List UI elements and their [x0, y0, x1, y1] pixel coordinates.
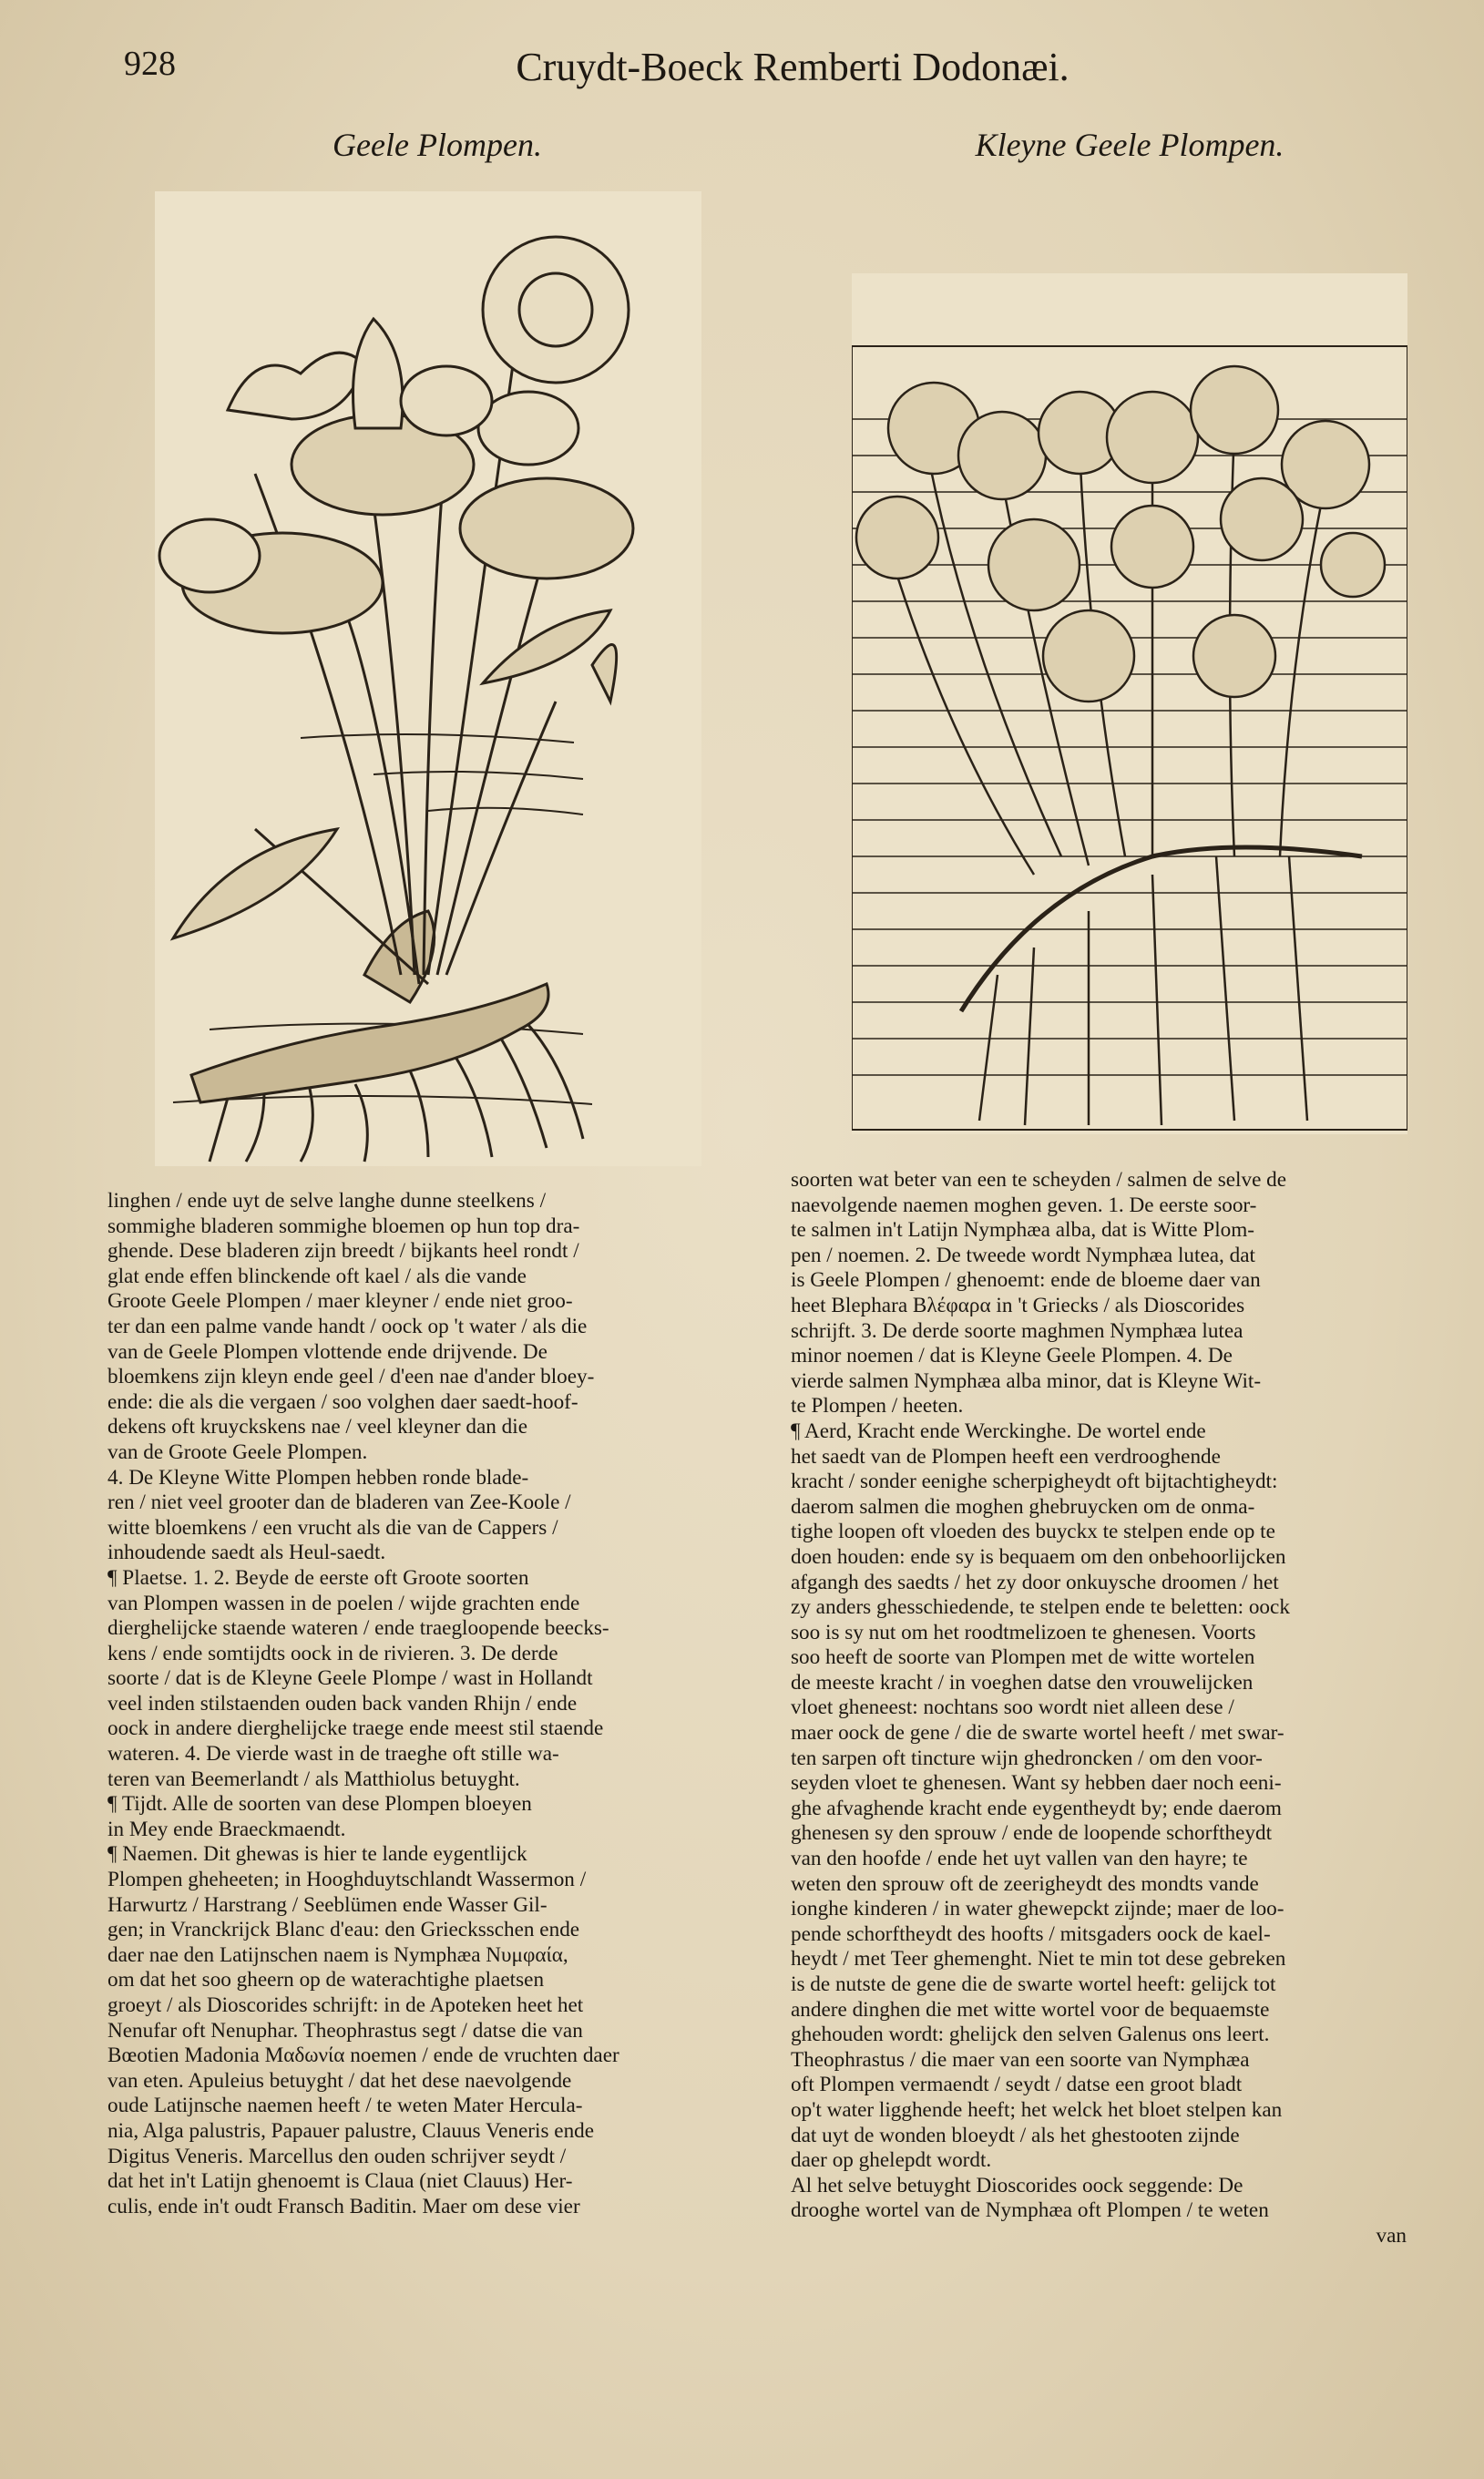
text-line: wateren. 4. De vierde wast in de traeghe oft stille wa-	[107, 1742, 559, 1767]
text-line: oock in andere dierghelijcke traege ende meest stil staende	[107, 1716, 604, 1741]
text-line: soo heeft de soorte van Plompen met de witte wortelen	[791, 1645, 1255, 1670]
text-line: tighe loopen oft vloeden des buyckx te stelpen ende op te	[791, 1520, 1275, 1544]
text-line: ¶ Naemen. Dit ghewas is hier te lande eygentlijck	[107, 1842, 527, 1867]
text-line: van de Groote Geele Plompen.	[107, 1439, 368, 1464]
text-line: vloet gheneest: nochtans soo wordt niet alleen dese /	[791, 1695, 1234, 1720]
text-line: gen; in Vranckrijck Blanc d'eau: den Griecksschen ende	[107, 1918, 580, 1942]
text-line: van den hoofde / ende het uyt vallen van den hayre; te	[791, 1847, 1248, 1871]
text-line: soorte / dat is de Kleyne Geele Plompe / wast in Hollandt	[107, 1666, 593, 1691]
text-line: te Plompen / heeten.	[791, 1394, 964, 1419]
text-line: van eten. Apuleius betuyght / dat het dese naevolgende	[107, 2068, 572, 2093]
text-line: daerom salmen die moghen ghebruycken om de onma-	[791, 1494, 1255, 1519]
text-line: op't water ligghende heeft; het welck het bloet stelpen kan	[791, 2097, 1283, 2122]
text-line: Plompen gheheeten; in Hooghduytschlandt Wassermon /	[107, 1868, 587, 1892]
text-line: om dat het soo gheern op de waterachtighe plaetsen	[107, 1968, 545, 1992]
text-line: kens / ende somtijdts oock in de rivieren. 3. De derde	[107, 1641, 558, 1665]
text-line: dat uyt de wonden bloeydt / als het ghestooten zijnde	[791, 2123, 1240, 2147]
text-line: teren van Beemerlandt / als Matthiolus betuyght.	[107, 1767, 520, 1791]
text-line: afgangh des saedts / het zy door onkuysche droomen / het	[791, 1570, 1279, 1594]
text-line: ren / niet veel grooter dan de bladeren van Zee-Koole /	[107, 1490, 571, 1515]
text-line: dekens oft kruyckskens nae / veel kleyner dan die	[107, 1415, 528, 1439]
text-line: culis, ende in't oudt Fransch Baditin. Maer om dese vier	[107, 2194, 580, 2218]
text-line: oude Latijnsche naemen heeft / te weten Mater Hercula-	[107, 2094, 583, 2118]
text-line: is Geele Plompen / ghenoemt: ende de bloeme daer van	[791, 1268, 1261, 1293]
woodcut-illustration-small-yellow-water-lily	[852, 273, 1407, 1134]
text-line: zy anders ghesschiedende, te stelpen ende te beletten: oock	[791, 1595, 1290, 1620]
text-line: veel inden stilstaenden ouden back vanden Rhijn / ende	[107, 1691, 578, 1716]
text-line: vierde salmen Nymphæa alba minor, dat is Kleyne Wit-	[791, 1368, 1262, 1393]
text-line: oft Plompen vermaendt / seydt / datse een groot bladt	[791, 2073, 1243, 2097]
text-line: sommighe bladeren sommighe bloemen op hun top dra-	[107, 1214, 580, 1238]
text-line: doen houden: ende sy is bequaem om den onbehoorlijcken	[791, 1544, 1286, 1569]
text-line: soorten wat beter van een te scheyden / salmen de selve de	[791, 1168, 1287, 1192]
text-line: andere dinghen die met witte wortel voor de bequaemste	[791, 1997, 1270, 2022]
text-line: bloemkens zijn kleyn ende geel / d'een nae d'ander bloey-	[107, 1365, 595, 1389]
text-line: in Mey ende Braeckmaendt.	[107, 1817, 346, 1841]
running-title: Cruydt-Boeck Remberti Dodonæi.	[516, 45, 1070, 89]
text-line: schrijft. 3. De derde soorte maghmen Nymphæa lutea	[791, 1318, 1243, 1343]
text-line: de meeste kracht / in voeghen datse den vrouwelijcken	[791, 1670, 1254, 1695]
text-line: daer nae den Latijnschen naem is Nymphæa Νυμφαία,	[107, 1942, 568, 1967]
text-line: dierghelijcke staende wateren / ende traegloopende beecks-	[107, 1616, 609, 1641]
text-line: ghe afvaghende kracht ende eygentheydt by; ende daerom	[791, 1796, 1282, 1820]
text-line: Digitus Veneris. Marcellus den ouden schrijver seydt /	[107, 2144, 567, 2168]
text-line: ghenesen sy den sprouw / ende de loopende schorftheydt	[791, 1821, 1273, 1846]
text-line: minor noemen / dat is Kleyne Geele Plompen. 4. De	[791, 1344, 1233, 1368]
text-line: Groote Geele Plompen / maer kleyner / ende niet groo-	[107, 1289, 573, 1314]
text-line: weten den sprouw oft de zeerigheydt des mondts vande	[791, 1871, 1259, 1896]
running-head	[0, 44, 1484, 98]
text-line: pende schorftheydt des hoofts / mitsgaders oock de kael-	[791, 1921, 1271, 1946]
text-line: dat het in't Latijn ghenoemt is Claua (niet Clauus) Her-	[107, 2169, 573, 2194]
text-column-right	[791, 1168, 1407, 2249]
text-line: inhoudende saedt als Heul-saedt.	[107, 1541, 386, 1565]
text-column-left	[107, 1189, 736, 2219]
text-line: glat ende effen blinckende oft kael / als die vande	[107, 1264, 527, 1288]
text-line: is de nutste de gene die de swarte wortel heeft: gelijck tot	[791, 1972, 1276, 1996]
text-line: Harwurtz / Harstrang / Seeblümen ende Wasser Gil-	[107, 1892, 548, 1917]
text-line: kracht / sonder eenighe scherpigheydt oft bijtachtigheydt:	[791, 1470, 1278, 1494]
text-line: ghehouden wordt: ghelijck den selven Galenus ons leert.	[791, 2023, 1270, 2047]
text-line: van Plompen wassen in de poelen / wijde grachten ende	[107, 1591, 580, 1615]
text-line: naevolgende naemen moghen geven. 1. De eerste soor-	[791, 1193, 1257, 1217]
text-line: heet Blephara Βλέφαρα in 't Griecks / als Dioscorides	[791, 1293, 1245, 1317]
text-line: Al het selve betuyght Dioscorides oock seggende: De	[791, 2173, 1243, 2197]
text-line: nia, Alga palustris, Papauer palustre, Clauus Veneris ende	[107, 2118, 595, 2143]
text-line: drooghe wortel van de Nymphæa oft Plompen / te weten	[791, 2198, 1269, 2223]
text-line: linghen / ende uyt de selve langhe dunne steelkens /	[107, 1189, 547, 1213]
text-line: ionghe kinderen / in water ghewepckt zijnde; maer de loo-	[791, 1897, 1284, 1921]
text-line: het saedt van de Plompen heeft een verdrooghende	[791, 1444, 1221, 1469]
figure-caption-right: Kleyne Geele Plompen.	[975, 127, 1284, 163]
text-line: van de Geele Plompen vlottende ende drijvende. De	[107, 1339, 548, 1364]
woodcut-illustration-yellow-water-lily	[155, 191, 701, 1166]
text-line: groeyt / als Dioscorides schrijft: in de Apoteken heet het	[107, 1993, 584, 2017]
text-line: ¶ Tijdt. Alle de soorten van dese Plompen bloeyen	[107, 1792, 532, 1817]
text-line: maer oock de gene / die de swarte wortel heeft / met swar-	[791, 1721, 1284, 1746]
text-line: daer op ghelepdt wordt.	[791, 2148, 992, 2173]
text-line: Nenufar oft Nenuphar. Theophrastus segt / datse die van	[107, 2018, 583, 2043]
text-line: ¶ Aerd, Kracht ende Werckinghe. De wortel ende	[791, 1419, 1206, 1443]
text-line: Bœotien Madonia Μαδωνία noemen / ende de vruchten daer	[107, 2044, 619, 2068]
text-line: ten sarpen oft tincture wijn ghedroncken / om den voor-	[791, 1746, 1263, 1770]
text-line: seyden vloet te ghenesen. Want sy hebben daer noch eeni-	[791, 1771, 1282, 1796]
text-line: soo is sy nut om het roodtmelizoen te ghenesen. Voorts	[791, 1620, 1256, 1644]
text-line: Theophrastus / die maer van een soorte van Nymphæa	[791, 2047, 1250, 2072]
text-line: ghende. Dese bladeren zijn breedt / bijkants heel rondt /	[107, 1239, 579, 1264]
text-line: witte bloemkens / een vrucht als die van de Cappers /	[107, 1515, 558, 1540]
text-line: ¶ Plaetse. 1. 2. Beyde de eerste oft Groote soorten	[107, 1565, 529, 1590]
text-line: heydt / met Teer ghemenght. Niet te min tot dese gebreken	[791, 1947, 1286, 1972]
text-line: pen / noemen. 2. De tweede wordt Nymphæa lutea, dat	[791, 1243, 1255, 1267]
catchword: van	[1376, 2223, 1407, 2248]
text-line: te salmen in't Latijn Nymphæa alba, dat is Witte Plom-	[791, 1218, 1254, 1243]
text-line: 4. De Kleyne Witte Plompen hebben ronde blade-	[107, 1465, 529, 1490]
figure-caption-left: Geele Plompen.	[333, 127, 542, 163]
text-line: ende: die als die vergaen / soo volghen daer saedt-hoof-	[107, 1389, 578, 1414]
text-line: ter dan een palme vande handt / oock op 't water / als die	[107, 1314, 588, 1338]
page-number: 928	[124, 45, 176, 83]
